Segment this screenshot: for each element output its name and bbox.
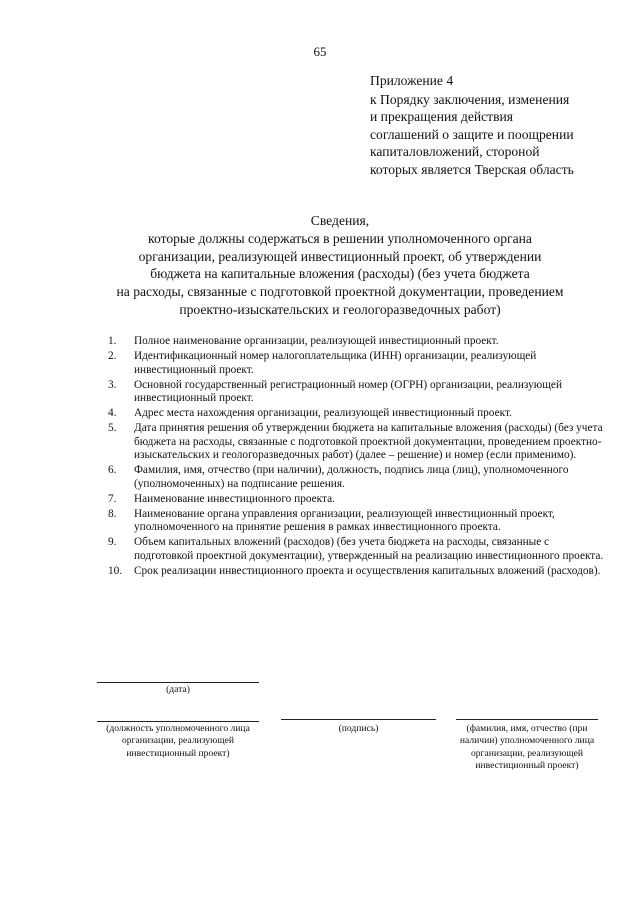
heading-line: организации, реализующей инвестиционный проект, об утверждении <box>138 248 542 264</box>
item-number: 10. <box>108 565 123 578</box>
list-item <box>108 407 608 421</box>
list-item <box>108 422 608 463</box>
heading-line: на расходы, связанные с подготовкой проектной документации, проведением <box>116 284 564 300</box>
item-text: Полное наименование организации, реализующей инвестиционный проект. <box>134 335 499 347</box>
items-list <box>108 335 608 580</box>
list-item <box>108 536 608 563</box>
document-heading <box>60 212 620 319</box>
heading-line: Сведения, <box>310 213 370 228</box>
date-label: (дата) <box>166 684 190 695</box>
appendix-line: Приложение 4 <box>370 73 454 88</box>
item-number: 3. <box>108 378 117 391</box>
item-text: Дата принятия решения об утверждении бюджета на капитальные вложения (расходы) (без учета бюджета на расходы, связанные с подготовкой проектной документации, проведением проектно-изыскательских и геологоразведочных работ) (далее – решение) и номер (если применимо). <box>134 422 603 462</box>
heading-line: которые должны содержаться в решении уполномоченного органа <box>148 230 532 246</box>
page-number: 65 <box>313 44 327 59</box>
appendix-line: соглашений о защите и поощрении <box>370 126 574 142</box>
item-text: Основной государственный регистрационный номер (ОГРН) организации, реализующей инвестиционный проект. <box>134 378 562 405</box>
list-item <box>108 493 608 507</box>
list-item <box>108 350 608 377</box>
signature-label: (подпись) <box>338 723 379 734</box>
signature-line <box>281 719 436 720</box>
heading-line: бюджета на капитальные вложения (расходы) (без учета бюджета <box>150 266 530 282</box>
item-text: Наименование инвестиционного проекта. <box>134 492 335 505</box>
name-line <box>456 719 598 720</box>
appendix-line: к Порядку заключения, изменения <box>370 91 570 107</box>
item-number: 4. <box>108 407 117 420</box>
list-item <box>108 508 608 535</box>
item-number: 1. <box>108 335 117 347</box>
item-number: 9. <box>108 536 117 549</box>
item-text: Объем капитальных вложений (расходов) (без учета бюджета на расходы, связанные с подготовкой проектной документации), утвержденный на реализацию инвестиционного проекта. <box>134 536 604 563</box>
item-number: 2. <box>108 349 117 362</box>
list-item <box>108 565 608 579</box>
name-label: (фамилия, имя, отчество (при наличии) уполномоченного лица организации, реализующей инвестиционный проект) <box>459 723 595 772</box>
item-number: 8. <box>108 507 117 520</box>
item-text: Адрес места нахождения организации, реализующей инвестиционный проект. <box>134 407 512 420</box>
item-text: Идентификационный номер налогоплательщика (ИНН) организации, реализующей инвестиционный проект. <box>134 349 537 376</box>
date-line <box>97 682 259 683</box>
appendix-line: и прекращения действия <box>370 109 514 124</box>
item-text: Наименование органа управления организации, реализующей инвестиционный проект, уполномоченного на принятие решения в рамках инвестиционного проекта. <box>134 507 555 534</box>
item-number: 6. <box>108 464 117 477</box>
list-item <box>108 464 608 491</box>
item-number: 7. <box>108 492 117 505</box>
item-text: Фамилия, имя, отчество (при наличии), должность, подпись лица (лиц), уполномоченного (уполномоченных) на подписание решения. <box>134 464 569 490</box>
list-item <box>108 379 608 406</box>
list-item <box>108 335 608 349</box>
position-label: (должность уполномоченного лица организации, реализующей инвестиционный проект) <box>106 723 250 759</box>
appendix-block <box>370 72 630 178</box>
appendix-line: капиталовложений, стороной <box>370 144 540 159</box>
appendix-line: которых является Тверская область <box>370 161 574 177</box>
position-line <box>97 721 259 722</box>
item-number: 5. <box>108 422 117 435</box>
item-text: Срок реализации инвестиционного проекта и осуществления капитальных вложений (расходов). <box>134 565 601 578</box>
heading-line: проектно-изыскательских и геологоразведочных работ) <box>179 301 501 317</box>
